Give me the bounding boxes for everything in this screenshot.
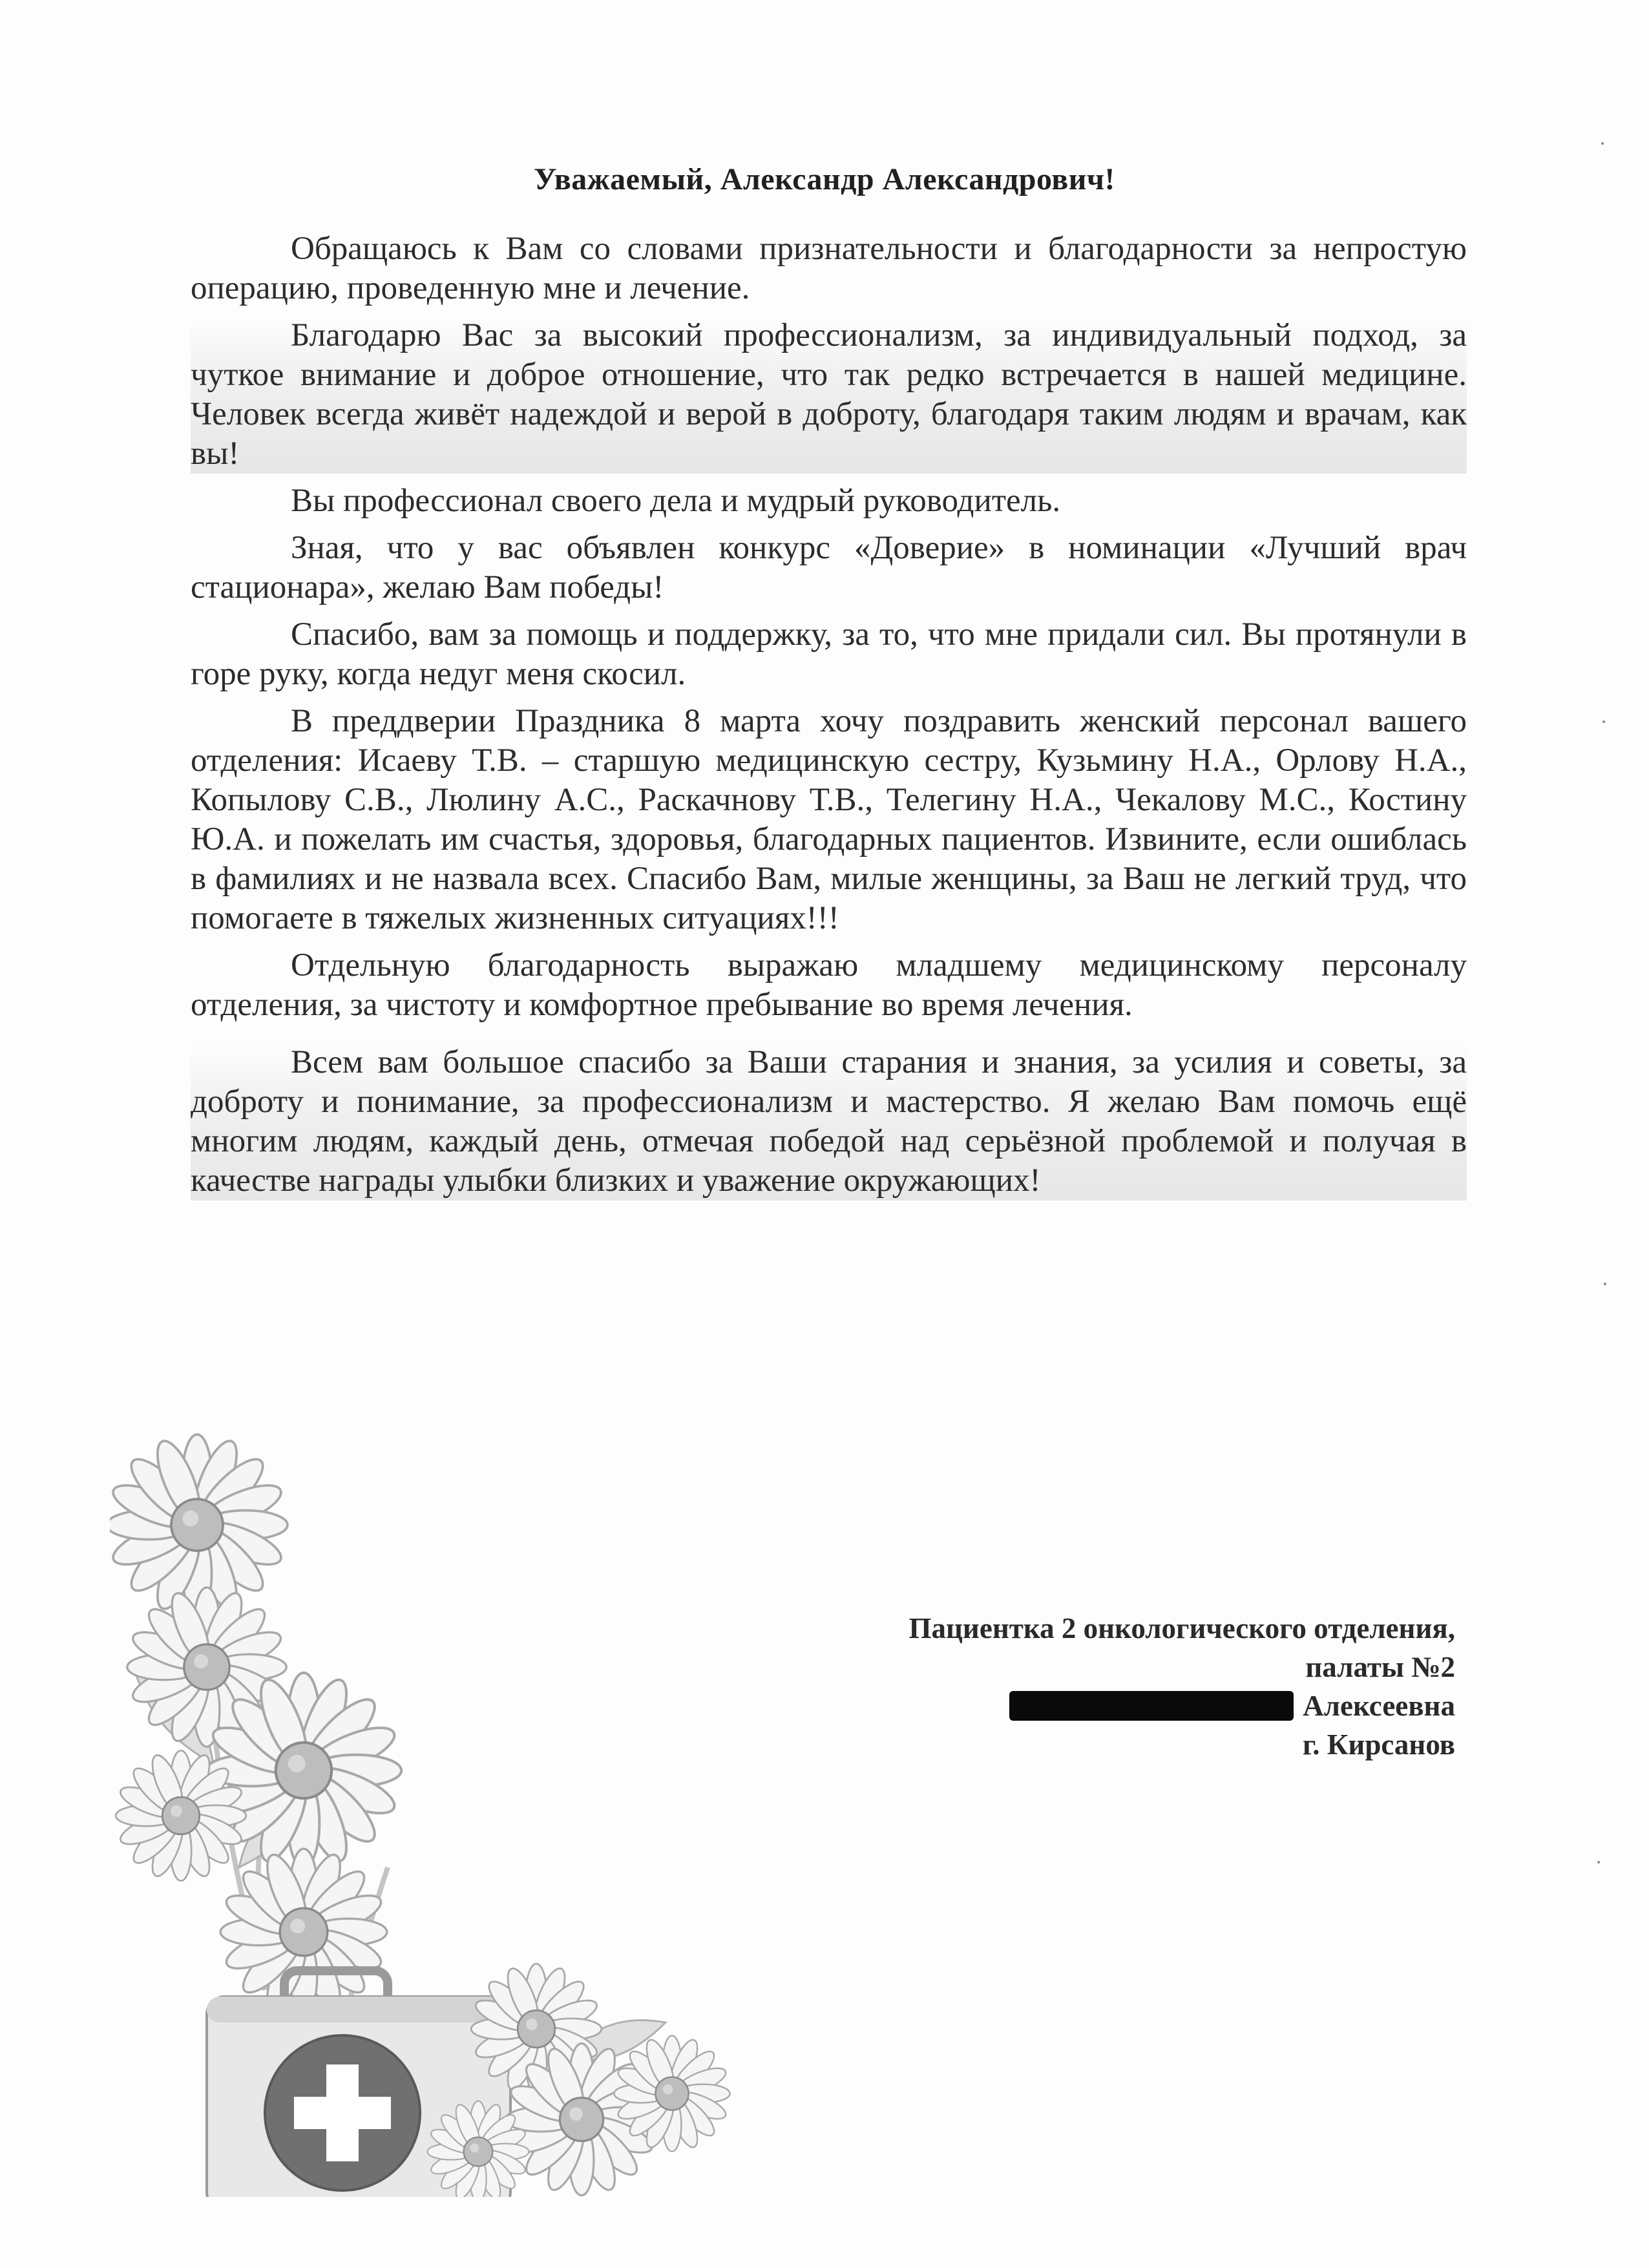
scan-speck [1601,142,1604,145]
scan-speck [1602,720,1605,723]
paragraph-6: В преддверии Праздника 8 марта хочу поздравить женский персонал вашего отделения: Исаеву Т.В. – старшую медицинскую сестру, Кузьмину Н.А., Орлову Н.А., Копылову С.В., Люлину А.С., Раскачнову Т.В., Телегину Н.А., Чекалову М.С., Костину Ю.А. и пожелать им счастья, здоровья, благодарных пациентов. Извините, если ошиблась в фамилиях и не назвала всех. Спасибо Вам, милые женщины, за Ваш не легкий труд, что помогаете в тяжелых жизненных ситуациях!!! [191,703,1467,936]
paragraph-2: Благодарю Вас за высокий профессионализм, за индивидуальный подход, за чуткое внимание и доброе отношение, что так редко встречается в нашей медицине. Человек всегда живёт надеждой и верой в доброту, благодаря таким людям и врачам, как вы! [191,316,1467,474]
daisies-first-aid-kit-illustration [110,1376,756,2197]
letter-body [191,229,1467,1208]
signature-block [909,1609,1456,1764]
paragraph-4: Зная, что у вас объявлен конкурс «Доверие» в номинации «Лучший врач стационара», желаю Вам победы! [191,530,1467,605]
scan-speck [1604,1283,1606,1285]
letter-salutation: Уважаемый, Александр Александрович! [534,162,1115,196]
signature-line-department: Пациентка 2 онкологического отделения, [909,1612,1455,1644]
paragraph-5: Спасибо, вам за помощь и поддержку, за то, что мне придали сил. Вы протянули в горе руку, когда недуг меня скосил. [191,616,1467,692]
paragraph-8: Всем вам большое спасибо за Ваши старания и знания, за усилия и советы, за доброту и понимание, за профессионализм и мастерство. Я желаю Вам помочь ещё многим людям, каждый день, отмечая победой над серьёзной проблемой и получая в качестве награды улыбки близких и уважение окружающих! [191,1043,1467,1201]
paragraph-3: Вы профессионал своего дела и мудрый руководитель. [291,483,1061,519]
redacted-name-block [1009,1691,1294,1721]
signature-line-name [909,1686,1456,1725]
paragraph-1: Обращаюсь к Вам со словами признательности и благодарности за непростую операцию, проведенную мне и лечение. [191,231,1467,306]
signature-patronymic: Алексеевна [1303,1690,1455,1722]
scan-speck [1597,1861,1600,1864]
signature-line-ward: палаты №2 [1305,1651,1455,1683]
paragraph-7: Отдельную благодарность выражаю младшему медицинскому персоналу отделения, за чистоту и комфортное пребывание во время лечения. [191,947,1467,1023]
signature-line-city: г. Кирсанов [1302,1728,1455,1761]
